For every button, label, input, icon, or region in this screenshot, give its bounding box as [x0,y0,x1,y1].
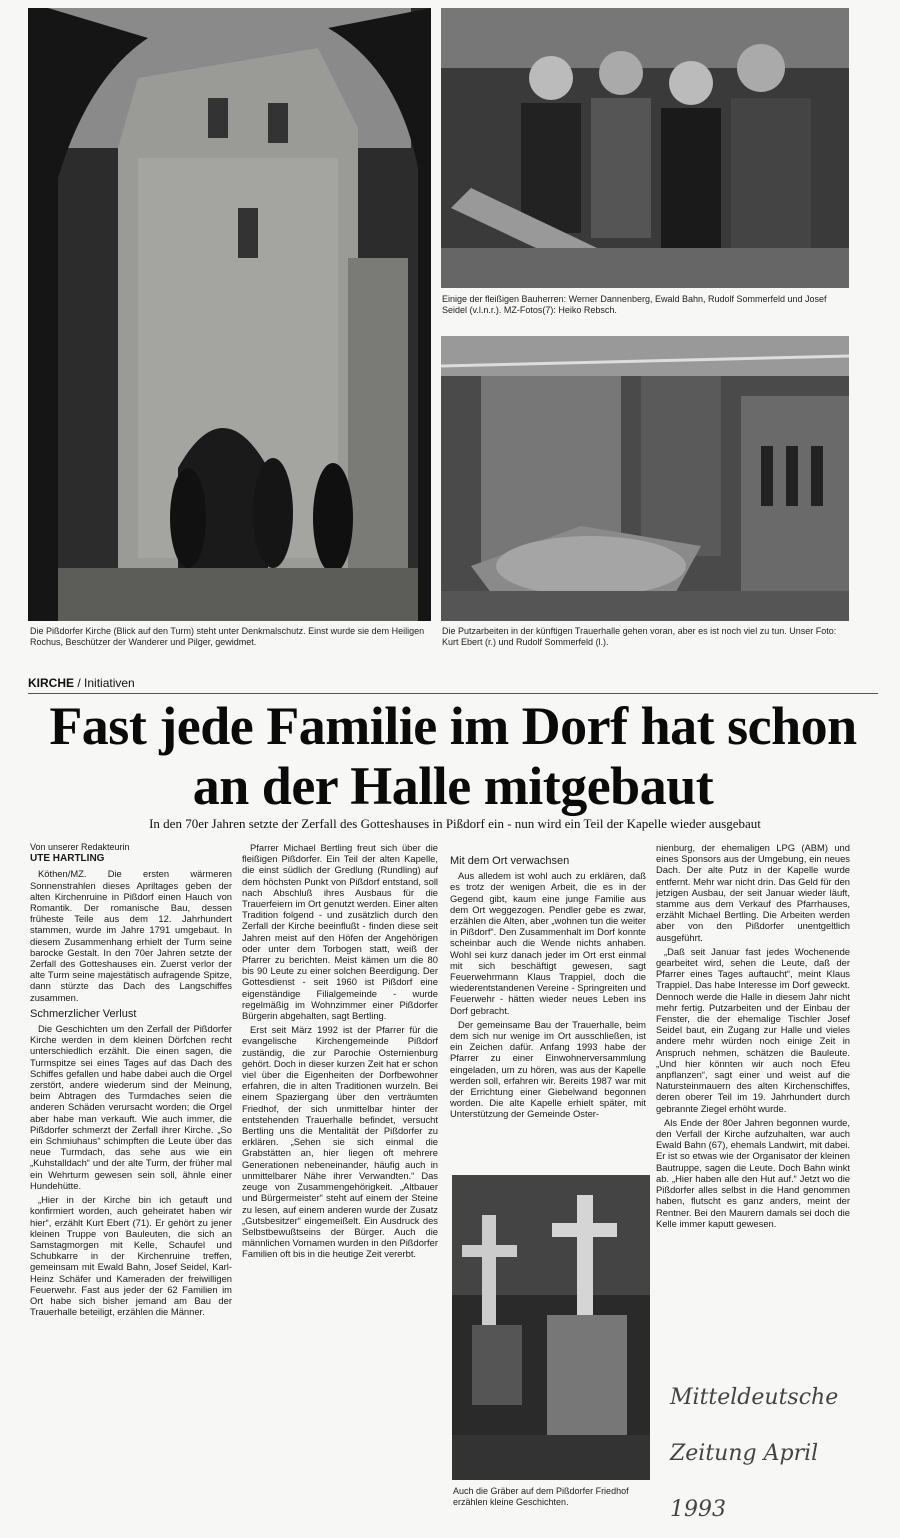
col3-subheading: Mit dem Ort verwachsen [450,855,570,867]
col2-paragraph-2: Erst seit März 1992 ist der Pfarrer für die evangelische Kirchengemeinde Pißdorf zuständig, die zur Parochie Osternienburg gehört. Doch in dieser kurzen Zeit hat er schon viel über die Eigenheiten der Dorfbewohner erfahren, die in alten Traditionen wurzeln. Bei einem Spaziergang über den verträumten Friedhof, der sich unmittelbar hinter der entstehenden Trauerhalle befindet, versucht Bertling uns die Mentalität der Pißdorfer zu erklären. „Sehen sie sich einmal die Grabstätten an, hier liegen oft mehrere Generationen nebeneinander, häufig auch in unmittelbarer Nähe ihrer Verwandten.“ Das zeuge von Zusammengehörigkeit. „Altbauer und Bürgermeister“ steht auf einem der Steine zu lesen, auf einem anderen wurde der Zusatz „Gutsbesitzer“ eingemeißelt. Ein Ausdruck des Selbstbewußtseins der Bürger. Auch die männlichen Vornamen wurden in den Pißdorfer Familien oft bis in die heutige Zeit vererbt. [242,1024,438,1260]
photo-church-tower [28,8,431,621]
byline-prefix: Von unserer Redakteurin [30,842,130,852]
photo-plastering [441,336,849,621]
caption-photo-plastering: Die Putzarbeiten in der künftigen Trauerhalle gehen voran, aber es ist noch viel zu tun. Unser Foto: Kurt Ebert (r.) und Rudolf Sommerfeld (l.). [442,626,837,647]
col2-paragraph-1: Pfarrer Michael Bertling freut sich über die fleißigen Pißdorfer. Ein Teil der alten Kapelle, die einst südlich der Gredlung (Rundling) auf dem höchsten Punkt von Pißdorf entstand, soll nach Abschluß ihres Ausbaus für die Trauerfeiern im Ort genutzt werden. Einer alten Tradition folgend - und zusätzlich durch den Zerfall der Kirche beeinflußt - finden diese seit Jahren meist auf den Höfen der Angehörigen oder unter dem Torbogen statt, weiß der Pfarrer zu berichten. Meist kämen um die 80 bis 90 Leute zu einer solchen Beerdigung. Der Gottesdienst - seit 1960 ist Pißdorf eine eigenständige Filialgemeinde - wurde regelmäßig im Wohnzimmer einer Pißdorfer Bürgerin abgehalten, sagt Bertling. [242,842,438,1022]
col4-paragraph-1: nienburg, der ehemaligen LPG (ABM) und eines Sponsors aus der Umgebung, ein neues Dach. Der alte Putz in der Kapelle wurde entfernt. Mehr war nicht drin. Das Geld für den jetzigen Ausbau, der seit Januar wieder läuft, stamme aus dem Verkauf des Pfarrhauses, erzählt Michael Bertling. Die Arbeiten werden aber von den Pißdorfer unentgeltlich ausgeführt. [656,842,850,943]
caption-photo-graves: Auch die Gräber auf dem Pißdorfer Friedhof erzählen kleine Geschichten. [453,1486,629,1507]
subheadline: In den 70er Jahren setzte der Zerfall des Gotteshauses in Pißdorf ein - nun wird ein Teil der Kapelle wieder ausgebaut [149,816,761,831]
kicker-rule [28,693,878,694]
photo-graves [452,1175,650,1480]
kicker-topic: Initiativen [84,676,135,690]
col1-paragraph-1: Köthen/MZ. Die ersten wärmeren Sonnenstrahlen dieses Apriltages geben der alten Kirchenruine in Pißdorf einen Hauch von Romantik. Der romanische Bau, dessen früheste Teile aus dem 12. Jahrhundert stammen, wurde im Jahre 1791 umgebaut. In diesem Zusammenhang erhielt der Turm seine barocke Gestalt. In den 70er Jahren setzte der Zerfall des Gotteshauses ein. Zuerst verlor der alte Turm seine majestätisch aufragende Spitze, dann stürzte das Dach des Langschiffes zusammen. [30,868,232,1003]
handwritten-note: Mitteldeutsche Zeitung April 1993 [670,1385,839,1522]
byline-name: UTE HARTLING [30,853,105,865]
photo-workers [441,8,849,288]
column-1 [30,842,232,1320]
column-2 [242,842,438,1263]
caption-photo-workers: Einige der fleißigen Bauherren: Werner Dannenberg, Ewald Bahn, Rudolf Sommerfeld und Josef Seidel (v.l.n.r.). MZ-Fotos(7): Heiko Rebsch. [442,294,827,315]
caption-photo-church: Die Pißdorfer Kirche (Blick auf den Turm) steht unter Denkmalschutz. Einst wurde sie dem Heiligen Rochus, Beschützer der Wanderer und Pilger, gewidmet. [30,626,425,647]
headline: Fast jede Familie im Dorf hat schon an der Halle mitgebaut [49,696,857,816]
col1-paragraph-3: „Hier in der Kirche bin ich getauft und konfirmiert worden, auch geheiratet haben wir hier“, erzählt Kurt Ebert (71). Er gehört zu jener kleinen Truppe von Bauleuten, die sich an Samstagmorgen mit Kelle, Schaufel und Schubkarre in der Kirchenruine treffen, gemeinsam mit Ewald Bahn, Josef Seidel, Karl-Heinz Schäfer und Kameraden der freiwilligen Feuerwehr. Fast aus jeder der 62 Familien im Ort habe sich bisher jemand am Bau der Trauerhalle beteiligt, erzählen die Männer. [30,1194,232,1318]
kicker-category: KIRCHE [28,676,75,690]
kicker: KIRCHE / Initiativen [28,676,135,690]
col3-paragraph-1: Aus alledem ist wohl auch zu erklären, daß es trotz der wenigen Arbeit, die es in der Gegend gibt, kaum eine junge Familie aus dem Ort weggezogen. Pendler gebe es zwar, erzählen die Alten, aber „wohnen tun die weiter in Pißdorf“. Den Zusammenhalt im Dorf konnte scheinbar auch die Wende nichts anhaben. Wohl sei kurz danach jeder im Ort erst einmal mit sich beschäftigt gewesen, sagt Feuerwehrmann Klaus Trappiel, doch die wiederentstandenen Vereine - Springreiten und Feuerwehr - hätten wieder neues Leben ins Dorf gebracht. [450,870,646,1016]
column-4 [656,842,850,1232]
col4-paragraph-3: Als Ende der 80er Jahren begonnen wurde, den Verfall der Kirche aufzuhalten, war auch Ewald Bahn (67), ehemals Landwirt, mit dabei. Er ist so etwas wie der Organisator der kleinen Bautruppe, sagen die Leute. Doch Bahn winkt ab. „Hier haben alle den Hut auf.“ Jetzt wo die Pißdorfer alles selbst in die Hand genommen haben, flutscht es ganz anders, meint der Rentner. Bei den Maurern damals sei doch die Kelle immer kaputt gewesen. [656,1116,850,1229]
col3-paragraph-2: Der gemeinsame Bau der Trauerhalle, beim dem sich nur wenige im Ort ausschließen, ist ein Zeichen dafür. Anfang 1993 habe der Pfarrer zu einer Einwohnerversammlung eingeladen, um zu hören, was aus der Kapelle werden soll, erfahren wir. Bereits 1987 war mit der Errichtung einer Giebelwand begonnen worden. Die alte Kapelle erhielt später, mit Unterstützung der Gemeinde Oster- [450,1018,646,1120]
column-3 [450,856,646,1123]
col1-paragraph-2: Die Geschichten um den Zerfall der Pißdorfer Kirche werden in dem kleinen Dörfchen recht unterschiedlich erzählt. Die einen sagen, die Turmspitze sei eines Tages auf das Dach des Schiffes gefallen und habe dabei auch die Orgel zerstört, andere wiederum sind der Meinung, beim Abtragen des Turmdaches seien die anderen Schäden verursacht worden; die Orgel aber habe man verkauft. Wie auch immer, die Pißdorfer schmerzt der Zerfall ihrer Kirche. „So ein Schmiuhaus“ schimpften die Leute über das neue Turmdach, das sehe aus wie ein „Kuhstalldach“ und der alte Turm, der früher mal ein Wehrturm gewesen sein soll, ähnle einer Hundehütte. [30,1023,232,1191]
col1-subheading: Schmerzlicher Verlust [30,1007,137,1020]
col4-paragraph-2: „Daß seit Januar fast jedes Wochenende gearbeitet wird, sehen die Leute, daß der Pfarrer eines Tages auftaucht“, meint Klaus Trappiel. Das habe Interesse im Dorf geweckt. Dennoch werde die Halle in diesem Jahr nicht mehr fertig. Putzarbeiten und der Einbau der Fenster, die der ehemalige Tischler Josef Seidel baut, ein Zugang zur Halle und vieles andere mehr würden noch einige Zeit in Anspruch nehmen, schätzen die Bauleute. „Und hier könnten wir auch noch Efeu anpflanzen“, sagt einer und weist auf die Natursteinmauern des alten Kirchenschiffes, deren oberer Teil im 19. Jahrhundert durch gebrannte Ziegel erhöht wurde. [656,945,850,1114]
